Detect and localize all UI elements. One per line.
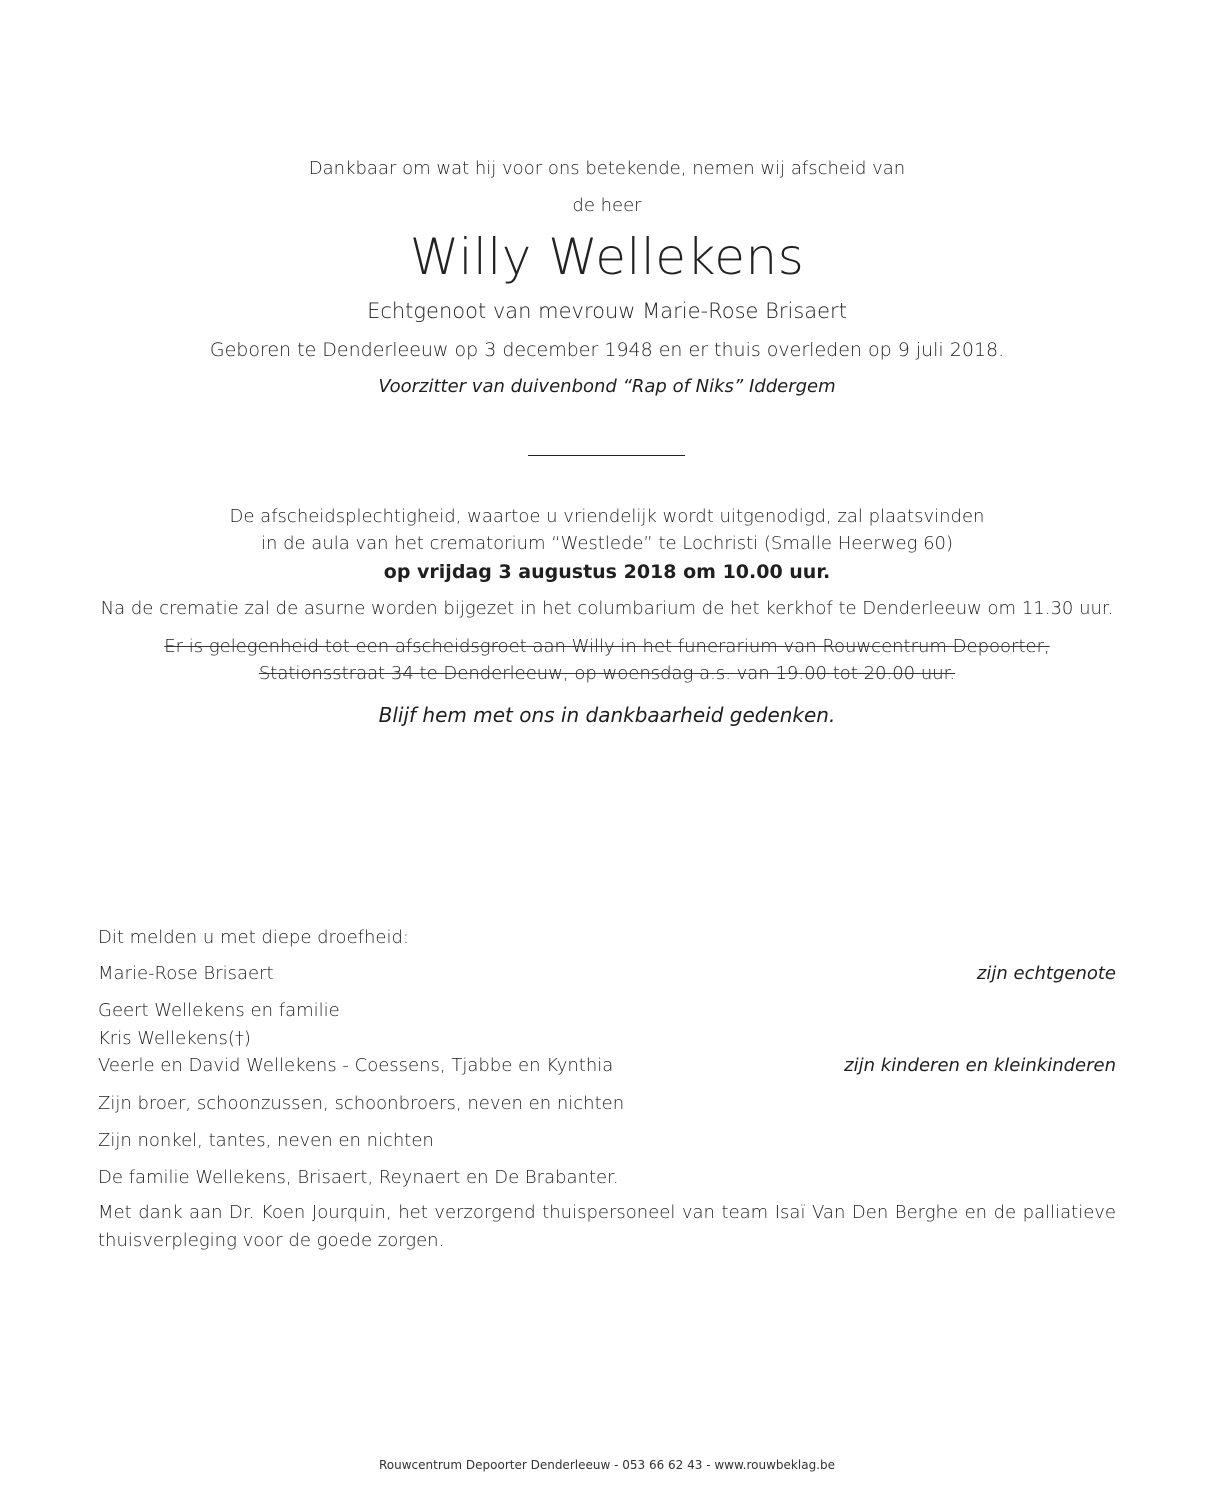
- visit-line-2: Stationsstraat 34 te Denderleeuw, op woensdag a.s. van 19.00 tot 20.00 uur.: [258, 663, 956, 684]
- mourners-intro: Dit melden u met diepe droefheid:: [98, 927, 409, 948]
- divider: [528, 455, 685, 456]
- child-1: Geert Wellekens en familie: [98, 1000, 340, 1021]
- deceased-name: Willy Wellekens: [409, 228, 805, 286]
- mourner-row-spouse: [98, 960, 1116, 988]
- ceremony-date: op vrijdag 3 augustus 2018 om 10.00 uur.: [383, 561, 831, 583]
- siblings-line: Zijn broer, schoonzussen, schoonbroers, neven en nichten: [98, 1093, 625, 1114]
- mourner-row-children: [98, 1052, 1116, 1080]
- role-line: Voorzitter van duivenbond “Rap of Niks” Iddergem: [378, 376, 836, 397]
- uncle-line: Zijn nonkel, tantes, neven en nichten: [98, 1130, 434, 1151]
- remember-line: Blijf hem met ons in dankbaarheid gedenken.: [378, 703, 836, 727]
- children-relation: zijn kinderen en kleinkinderen: [844, 1055, 1116, 1076]
- cremation-line: Na de crematie zal de asurne worden bijgezet in het columbarium de het kerkhof te Denderleeuw om 11.30 uur.: [100, 598, 1114, 619]
- child-2: Kris Wellekens(†): [98, 1028, 251, 1049]
- ceremony-line-2: in de aula van het crematorium “Westlede” te Lochristi (Smalle Heerweg 60): [260, 533, 954, 554]
- title-prefix: de heer: [572, 195, 642, 216]
- ceremony-line-1: De afscheidsplechtigheid, waartoe u vriendelijk wordt uitgenodigd, zal plaatsvinden: [229, 506, 985, 527]
- spouse-name: Marie-Rose Brisaert: [98, 963, 274, 984]
- child-3: Veerle en David Wellekens - Coessens, Tjabbe en Kynthia: [98, 1055, 614, 1076]
- spouse-line: Echtgenoot van mevrouw Marie-Rose Brisaert: [367, 299, 847, 323]
- thanks-paragraph: Met dank aan Dr. Koen Jourquin, het verzorgend thuispersoneel van team Isaï Van Den Berghe en de palliatieve thuisverpleging voor de goede zorgen.: [98, 1202, 1116, 1251]
- footer-text: Rouwcentrum Depoorter Denderleeuw - 053 66 62 43 - www.rouwbeklag.be: [379, 1458, 835, 1472]
- family-line: De familie Wellekens, Brisaert, Reynaert en De Brabanter.: [98, 1167, 619, 1188]
- visit-line-1: Er is gelegenheid tot een afscheidsgroet aan Willy in het funerarium van Rouwcentrum Depoorter,: [164, 636, 1050, 657]
- intro-text: Dankbaar om wat hij voor ons betekende, nemen wij afscheid van: [308, 158, 906, 179]
- spouse-relation: zijn echtgenote: [976, 963, 1116, 984]
- birth-death-line: Geboren te Denderleeuw op 3 december 1948 en er thuis overleden op 9 juli 2018.: [209, 339, 1005, 361]
